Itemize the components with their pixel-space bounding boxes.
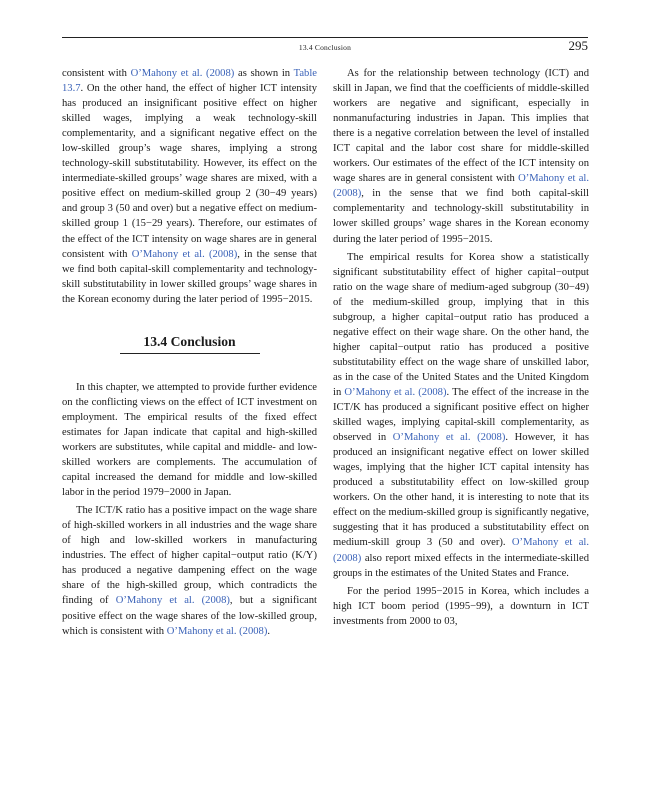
citation-link[interactable]: O’Mahony et al. (2008) <box>333 537 589 564</box>
section-title: 13.4 Conclusion <box>143 333 236 349</box>
text-run: , but a significant positive effect on the wage shares of the low-skilled group, which is consistent with <box>62 595 317 637</box>
citation-link[interactable]: O’Mahony et al. (2008) <box>131 248 238 260</box>
paragraph <box>333 250 589 581</box>
text-run: The ICT/K ratio has a positive impact on the wage share of high-skilled workers in all industries and the wage share of high and low-skilled workers in manufacturing industries. The effect of higher capital−output ratio (K/Y) has produced a negative dampening effect on the wage share of the high-skilled group, which contradicts the finding of <box>62 505 317 607</box>
paragraph: For the period 1995−2015 in Korea, which includes a high ICT boom period (1995−99), a downturn in ICT investments from 2000 to 03, <box>333 585 589 627</box>
text-run: The empirical results for Korea show a statistically significant substitutability effect of higher capital−output ratio on the wage share of medium-aged subgroup (30−49) of the medium-skilled group, implying that in this subgroup, a higher capital−output ratio has produced a negative effect on their wage share. On the other hand, the higher capital−output ratio has produced a positive substitutability effect on the wage share of unskilled labor, as in the case of the United States and the United Kingdom in <box>333 251 589 398</box>
left-column <box>62 66 317 639</box>
paragraph <box>333 66 589 247</box>
section-underline <box>120 353 260 354</box>
citation-link[interactable]: O’Mahony et al. (2008) <box>166 625 268 637</box>
header-rule <box>62 37 588 38</box>
text-run: As for the relationship between technology (ICT) and skill in Japan, we find that the coefficients of middle-skilled workers are negative and significant, especially in nonmanufacturing industries in Japan. This implies that there is a negative correlation between the level of installed ICT capital and the labor cost share for middle-skilled workers. Our estimates of the effect of the ICT intensity on wage shares are in general consistent with <box>333 68 589 185</box>
text-run: consistent with <box>62 68 131 79</box>
text-run: . However, it has produced an insignificant negative effect on lower skilled wages, implying that the higher ICT capital intensity has produced a substitutability effect on low-skilled group workers. On the other hand, it is interesting to note that its effect on the medium-skilled group is significantly negative, suggesting that it has produced a substitutability effect on medium-skill group 3 (50 and over). <box>333 432 589 549</box>
paragraph: In this chapter, we attempted to provide further evidence on the conflicting views on the effect of ICT investment on employment. The empirical results of the fixed effect estimates for Japan indicate that capital and high-skilled workers are substitutes, while capital and middle- and low-skilled workers are complements. The accumulation of capital increased the demand for middle and low-skilled labor in the period 1979−2000 in Japan. <box>62 381 317 499</box>
text-run: , in the sense that we find both capital-skill complementarity and technology-skill substitutability in lower skilled groups’ wage shares in the Korean economy during the later period of 1995−2015. <box>62 248 317 305</box>
paragraph <box>62 66 317 307</box>
page-number: 295 <box>568 38 588 53</box>
running-head: 13.4 Conclusion <box>298 43 352 52</box>
paragraph <box>62 503 317 638</box>
citation-link[interactable]: O’Mahony et al. (2008) <box>130 68 235 79</box>
right-column <box>333 66 589 629</box>
text-run: , in the sense that we find both capital-skill complementarity and technology-skill substitutability in lower skilled groups’ wage shares in the Korean economy during the later period of 1995−2015. <box>333 188 589 245</box>
text-run: . On the other hand, the effect of higher ICT intensity has produced an insignificant positive effect on higher skilled wages, implying a weak technology-skill complementarity, and a significant negative effect on the low-skilled group’s wage shares, implying a strong technology-skill substitutability. However, its effect on the intermediate-skilled groups’ wage shares are mixed, with a positive effect on medium-skilled group 2 (30−49 years) and group 3 (50 and over) but a negative effect on medium-skilled group 1 (15−29 years). Therefore, our estimates of the effect of the ICT intensity on wage shares are in general consistent with <box>62 83 317 260</box>
citation-link[interactable]: O’Mahony et al. (2008) <box>333 173 589 200</box>
citation-link[interactable]: O’Mahony et al. (2008) <box>115 595 230 607</box>
text-run: . <box>267 625 271 637</box>
citation-link[interactable]: O’Mahony et al. (2008) <box>344 386 447 398</box>
section-heading <box>62 334 317 354</box>
citation-link[interactable]: O’Mahony et al. (2008) <box>392 432 506 444</box>
text-run: also report mixed effects in the intermediate-skilled groups in the estimates of the United States and France. <box>333 552 589 579</box>
table-link[interactable]: Table 13.7 <box>62 68 317 95</box>
text-run: . The effect of the increase in the ICT/K has produced a significant positive effect on higher skilled wages, implying capital-skill complementarity, as observed in <box>333 386 589 444</box>
text-run: as shown in <box>234 68 294 79</box>
